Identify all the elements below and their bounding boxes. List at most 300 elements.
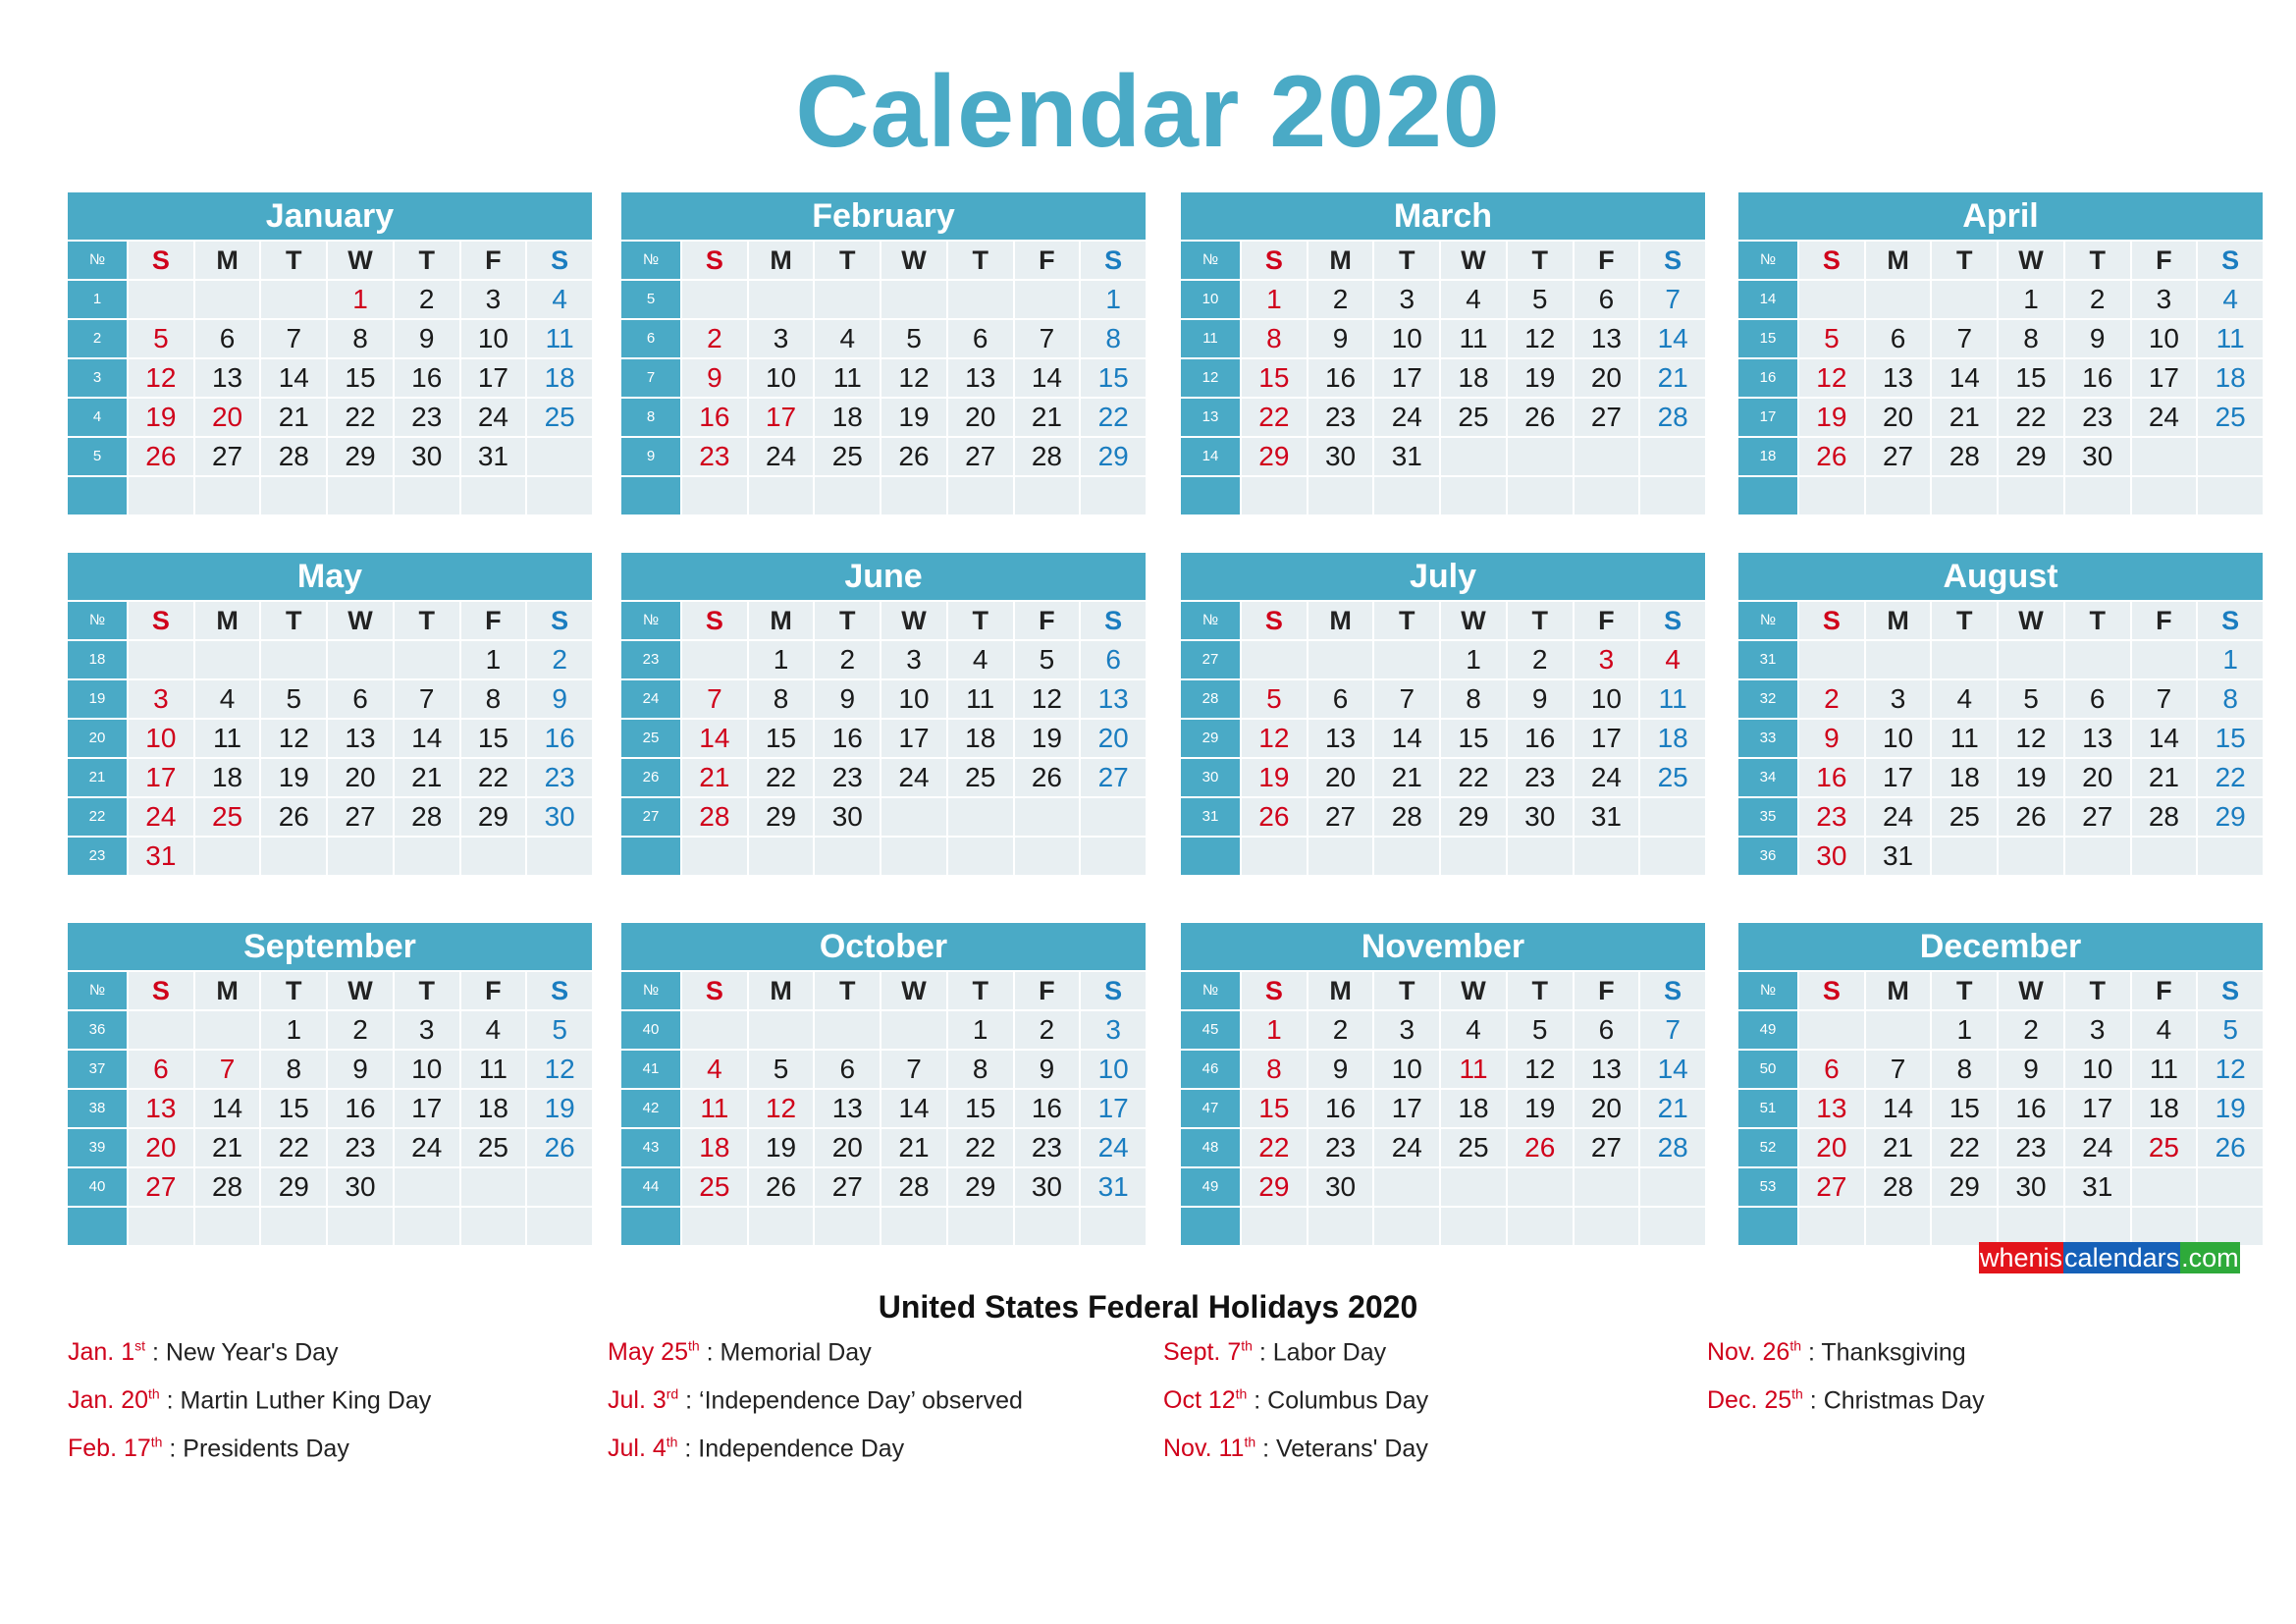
day-cell[interactable]: 14 [2132, 720, 2197, 757]
day-cell[interactable]: 11 [527, 320, 592, 357]
day-cell[interactable]: 28 [682, 798, 747, 836]
day-cell[interactable]: 29 [1441, 798, 1506, 836]
day-cell[interactable]: 20 [948, 399, 1013, 436]
day-cell[interactable]: 15 [749, 720, 814, 757]
day-cell[interactable]: 14 [881, 1090, 946, 1127]
day-cell[interactable]: 13 [2065, 720, 2130, 757]
day-cell[interactable]: 10 [1374, 320, 1439, 357]
day-cell[interactable]: 14 [1015, 359, 1080, 397]
day-cell[interactable]: 27 [948, 438, 1013, 475]
day-cell[interactable]: 28 [1932, 438, 1997, 475]
day-cell[interactable]: 19 [129, 399, 193, 436]
day-cell[interactable]: 2 [395, 281, 459, 318]
day-cell[interactable]: 26 [129, 438, 193, 475]
day-cell[interactable]: 17 [1866, 759, 1931, 796]
day-cell[interactable]: 22 [1999, 399, 2063, 436]
day-cell[interactable]: 18 [195, 759, 260, 796]
day-cell[interactable]: 11 [1441, 320, 1506, 357]
day-cell[interactable]: 7 [1015, 320, 1080, 357]
day-cell[interactable]: 19 [2198, 1090, 2263, 1127]
day-cell[interactable]: 14 [195, 1090, 260, 1127]
day-cell[interactable]: 12 [1015, 680, 1080, 718]
day-cell[interactable]: 5 [527, 1011, 592, 1049]
day-cell[interactable]: 5 [1242, 680, 1307, 718]
day-cell[interactable]: 6 [1575, 281, 1639, 318]
day-cell[interactable]: 1 [1932, 1011, 1997, 1049]
day-cell[interactable]: 7 [1640, 281, 1705, 318]
day-cell[interactable]: 22 [1441, 759, 1506, 796]
day-cell[interactable]: 12 [129, 359, 193, 397]
day-cell[interactable]: 25 [815, 438, 880, 475]
day-cell[interactable]: 8 [1441, 680, 1506, 718]
day-cell[interactable]: 31 [1866, 838, 1931, 875]
day-cell[interactable]: 27 [328, 798, 393, 836]
day-cell[interactable]: 30 [1999, 1168, 2063, 1206]
day-cell[interactable]: 16 [1999, 1090, 2063, 1127]
day-cell[interactable]: 27 [1575, 399, 1639, 436]
day-cell[interactable]: 15 [1081, 359, 1146, 397]
day-cell[interactable]: 8 [461, 680, 526, 718]
day-cell[interactable]: 8 [261, 1051, 326, 1088]
day-cell[interactable]: 19 [1999, 759, 2063, 796]
day-cell[interactable]: 31 [461, 438, 526, 475]
day-cell[interactable]: 24 [1866, 798, 1931, 836]
day-cell[interactable]: 17 [1081, 1090, 1146, 1127]
day-cell[interactable]: 7 [2132, 680, 2197, 718]
day-cell[interactable]: 12 [2198, 1051, 2263, 1088]
day-cell[interactable]: 10 [2132, 320, 2197, 357]
day-cell[interactable]: 5 [1015, 641, 1080, 678]
day-cell[interactable]: 19 [881, 399, 946, 436]
day-cell[interactable]: 21 [395, 759, 459, 796]
day-cell[interactable]: 26 [1508, 1129, 1573, 1166]
day-cell[interactable]: 14 [1866, 1090, 1931, 1127]
day-cell[interactable]: 8 [1242, 1051, 1307, 1088]
day-cell[interactable]: 10 [2065, 1051, 2130, 1088]
day-cell[interactable]: 26 [1242, 798, 1307, 836]
day-cell[interactable]: 1 [1242, 281, 1307, 318]
day-cell[interactable]: 8 [2198, 680, 2263, 718]
day-cell[interactable]: 25 [2198, 399, 2263, 436]
day-cell[interactable]: 11 [1441, 1051, 1506, 1088]
day-cell[interactable]: 23 [1799, 798, 1864, 836]
day-cell[interactable]: 3 [881, 641, 946, 678]
day-cell[interactable]: 24 [395, 1129, 459, 1166]
day-cell[interactable]: 5 [1508, 1011, 1573, 1049]
day-cell[interactable]: 10 [749, 359, 814, 397]
day-cell[interactable]: 9 [1999, 1051, 2063, 1088]
brand-logo[interactable] [1979, 1242, 2240, 1273]
day-cell[interactable]: 7 [682, 680, 747, 718]
day-cell[interactable]: 22 [461, 759, 526, 796]
day-cell[interactable]: 9 [2065, 320, 2130, 357]
day-cell[interactable]: 3 [749, 320, 814, 357]
day-cell[interactable]: 4 [1441, 1011, 1506, 1049]
day-cell[interactable]: 15 [1932, 1090, 1997, 1127]
day-cell[interactable]: 28 [261, 438, 326, 475]
day-cell[interactable]: 23 [1508, 759, 1573, 796]
day-cell[interactable]: 2 [1799, 680, 1864, 718]
day-cell[interactable]: 16 [1799, 759, 1864, 796]
day-cell[interactable]: 27 [1308, 798, 1373, 836]
day-cell[interactable]: 10 [881, 680, 946, 718]
day-cell[interactable]: 3 [1081, 1011, 1146, 1049]
day-cell[interactable]: 15 [1242, 1090, 1307, 1127]
day-cell[interactable]: 17 [1575, 720, 1639, 757]
day-cell[interactable]: 2 [1508, 641, 1573, 678]
day-cell[interactable]: 27 [1799, 1168, 1864, 1206]
day-cell[interactable]: 9 [1799, 720, 1864, 757]
day-cell[interactable]: 26 [749, 1168, 814, 1206]
day-cell[interactable]: 21 [1640, 359, 1705, 397]
day-cell[interactable]: 8 [1081, 320, 1146, 357]
day-cell[interactable]: 14 [682, 720, 747, 757]
day-cell[interactable]: 1 [261, 1011, 326, 1049]
day-cell[interactable]: 17 [2065, 1090, 2130, 1127]
day-cell[interactable]: 20 [1866, 399, 1931, 436]
day-cell[interactable]: 6 [1799, 1051, 1864, 1088]
day-cell[interactable]: 12 [1799, 359, 1864, 397]
day-cell[interactable]: 6 [1866, 320, 1931, 357]
day-cell[interactable]: 1 [948, 1011, 1013, 1049]
day-cell[interactable]: 30 [1015, 1168, 1080, 1206]
day-cell[interactable]: 19 [1799, 399, 1864, 436]
day-cell[interactable]: 25 [527, 399, 592, 436]
day-cell[interactable]: 22 [261, 1129, 326, 1166]
day-cell[interactable]: 13 [1308, 720, 1373, 757]
day-cell[interactable]: 6 [1575, 1011, 1639, 1049]
day-cell[interactable]: 12 [527, 1051, 592, 1088]
day-cell[interactable]: 11 [461, 1051, 526, 1088]
day-cell[interactable]: 17 [1374, 1090, 1439, 1127]
day-cell[interactable]: 11 [195, 720, 260, 757]
day-cell[interactable]: 30 [1799, 838, 1864, 875]
day-cell[interactable]: 13 [1866, 359, 1931, 397]
day-cell[interactable]: 25 [1640, 759, 1705, 796]
day-cell[interactable]: 15 [2198, 720, 2263, 757]
day-cell[interactable]: 21 [1374, 759, 1439, 796]
day-cell[interactable]: 6 [815, 1051, 880, 1088]
day-cell[interactable]: 16 [682, 399, 747, 436]
day-cell[interactable]: 20 [1799, 1129, 1864, 1166]
day-cell[interactable]: 19 [1242, 759, 1307, 796]
day-cell[interactable]: 9 [1508, 680, 1573, 718]
day-cell[interactable]: 10 [461, 320, 526, 357]
day-cell[interactable]: 5 [261, 680, 326, 718]
day-cell[interactable]: 23 [395, 399, 459, 436]
day-cell[interactable]: 18 [948, 720, 1013, 757]
day-cell[interactable]: 3 [2132, 281, 2197, 318]
day-cell[interactable]: 9 [815, 680, 880, 718]
day-cell[interactable]: 11 [948, 680, 1013, 718]
day-cell[interactable]: 17 [1374, 359, 1439, 397]
day-cell[interactable]: 18 [682, 1129, 747, 1166]
day-cell[interactable]: 2 [2065, 281, 2130, 318]
day-cell[interactable]: 14 [1932, 359, 1997, 397]
day-cell[interactable]: 20 [2065, 759, 2130, 796]
day-cell[interactable]: 10 [1374, 1051, 1439, 1088]
day-cell[interactable]: 27 [2065, 798, 2130, 836]
day-cell[interactable]: 17 [881, 720, 946, 757]
day-cell[interactable]: 11 [682, 1090, 747, 1127]
day-cell[interactable]: 3 [1374, 281, 1439, 318]
day-cell[interactable]: 4 [1932, 680, 1997, 718]
day-cell[interactable]: 30 [1508, 798, 1573, 836]
day-cell[interactable]: 1 [2198, 641, 2263, 678]
day-cell[interactable]: 10 [1081, 1051, 1146, 1088]
day-cell[interactable]: 9 [1015, 1051, 1080, 1088]
day-cell[interactable]: 4 [682, 1051, 747, 1088]
day-cell[interactable]: 23 [1308, 1129, 1373, 1166]
day-cell[interactable]: 13 [815, 1090, 880, 1127]
day-cell[interactable]: 17 [395, 1090, 459, 1127]
day-cell[interactable]: 1 [1999, 281, 2063, 318]
day-cell[interactable]: 1 [1081, 281, 1146, 318]
day-cell[interactable]: 13 [129, 1090, 193, 1127]
day-cell[interactable]: 24 [881, 759, 946, 796]
day-cell[interactable]: 17 [129, 759, 193, 796]
day-cell[interactable]: 1 [1242, 1011, 1307, 1049]
day-cell[interactable]: 26 [1999, 798, 2063, 836]
day-cell[interactable]: 23 [1308, 399, 1373, 436]
day-cell[interactable]: 17 [461, 359, 526, 397]
day-cell[interactable]: 9 [1308, 1051, 1373, 1088]
day-cell[interactable]: 28 [195, 1168, 260, 1206]
day-cell[interactable]: 20 [1575, 1090, 1639, 1127]
day-cell[interactable]: 8 [948, 1051, 1013, 1088]
day-cell[interactable]: 14 [1374, 720, 1439, 757]
day-cell[interactable]: 31 [2065, 1168, 2130, 1206]
day-cell[interactable]: 30 [1308, 1168, 1373, 1206]
day-cell[interactable]: 16 [527, 720, 592, 757]
day-cell[interactable]: 12 [1999, 720, 2063, 757]
day-cell[interactable]: 17 [2132, 359, 2197, 397]
day-cell[interactable]: 28 [881, 1168, 946, 1206]
day-cell[interactable]: 4 [2198, 281, 2263, 318]
day-cell[interactable]: 15 [1441, 720, 1506, 757]
day-cell[interactable]: 26 [527, 1129, 592, 1166]
day-cell[interactable]: 29 [948, 1168, 1013, 1206]
day-cell[interactable]: 22 [328, 399, 393, 436]
day-cell[interactable]: 31 [1374, 438, 1439, 475]
day-cell[interactable]: 27 [815, 1168, 880, 1206]
day-cell[interactable]: 28 [395, 798, 459, 836]
day-cell[interactable]: 4 [527, 281, 592, 318]
day-cell[interactable]: 25 [1441, 399, 1506, 436]
day-cell[interactable]: 5 [2198, 1011, 2263, 1049]
day-cell[interactable]: 6 [129, 1051, 193, 1088]
day-cell[interactable]: 20 [1575, 359, 1639, 397]
day-cell[interactable]: 3 [129, 680, 193, 718]
day-cell[interactable]: 5 [129, 320, 193, 357]
day-cell[interactable]: 28 [2132, 798, 2197, 836]
day-cell[interactable]: 21 [261, 399, 326, 436]
day-cell[interactable]: 25 [2132, 1129, 2197, 1166]
day-cell[interactable]: 30 [1308, 438, 1373, 475]
day-cell[interactable]: 7 [1374, 680, 1439, 718]
day-cell[interactable]: 18 [461, 1090, 526, 1127]
day-cell[interactable]: 9 [682, 359, 747, 397]
day-cell[interactable]: 26 [1799, 438, 1864, 475]
day-cell[interactable]: 25 [461, 1129, 526, 1166]
day-cell[interactable]: 20 [1081, 720, 1146, 757]
day-cell[interactable]: 1 [461, 641, 526, 678]
day-cell[interactable]: 3 [1374, 1011, 1439, 1049]
day-cell[interactable]: 5 [749, 1051, 814, 1088]
day-cell[interactable]: 16 [1308, 1090, 1373, 1127]
day-cell[interactable]: 21 [1640, 1090, 1705, 1127]
day-cell[interactable]: 25 [1932, 798, 1997, 836]
day-cell[interactable]: 24 [1374, 399, 1439, 436]
day-cell[interactable]: 20 [328, 759, 393, 796]
day-cell[interactable]: 14 [395, 720, 459, 757]
day-cell[interactable]: 16 [1308, 359, 1373, 397]
day-cell[interactable]: 23 [815, 759, 880, 796]
day-cell[interactable]: 9 [1308, 320, 1373, 357]
day-cell[interactable]: 27 [1081, 759, 1146, 796]
day-cell[interactable]: 8 [1242, 320, 1307, 357]
day-cell[interactable]: 22 [2198, 759, 2263, 796]
day-cell[interactable]: 24 [2132, 399, 2197, 436]
day-cell[interactable]: 2 [1308, 281, 1373, 318]
day-cell[interactable]: 6 [2065, 680, 2130, 718]
day-cell[interactable]: 2 [527, 641, 592, 678]
day-cell[interactable]: 29 [1242, 438, 1307, 475]
day-cell[interactable]: 19 [1015, 720, 1080, 757]
day-cell[interactable]: 4 [195, 680, 260, 718]
day-cell[interactable]: 1 [328, 281, 393, 318]
day-cell[interactable]: 21 [1866, 1129, 1931, 1166]
day-cell[interactable]: 1 [1441, 641, 1506, 678]
day-cell[interactable]: 19 [1508, 1090, 1573, 1127]
day-cell[interactable]: 22 [1242, 1129, 1307, 1166]
day-cell[interactable]: 2 [815, 641, 880, 678]
day-cell[interactable]: 8 [749, 680, 814, 718]
day-cell[interactable]: 12 [1508, 320, 1573, 357]
day-cell[interactable]: 2 [1999, 1011, 2063, 1049]
day-cell[interactable]: 12 [1508, 1051, 1573, 1088]
day-cell[interactable]: 18 [815, 399, 880, 436]
day-cell[interactable]: 25 [948, 759, 1013, 796]
day-cell[interactable]: 29 [261, 1168, 326, 1206]
day-cell[interactable]: 14 [261, 359, 326, 397]
day-cell[interactable]: 22 [1242, 399, 1307, 436]
day-cell[interactable]: 10 [129, 720, 193, 757]
day-cell[interactable]: 24 [749, 438, 814, 475]
day-cell[interactable]: 29 [749, 798, 814, 836]
day-cell[interactable]: 27 [1575, 1129, 1639, 1166]
day-cell[interactable]: 15 [461, 720, 526, 757]
day-cell[interactable]: 26 [881, 438, 946, 475]
day-cell[interactable]: 19 [1508, 359, 1573, 397]
day-cell[interactable]: 11 [2198, 320, 2263, 357]
day-cell[interactable]: 6 [195, 320, 260, 357]
day-cell[interactable]: 1 [749, 641, 814, 678]
day-cell[interactable]: 30 [815, 798, 880, 836]
day-cell[interactable]: 18 [527, 359, 592, 397]
day-cell[interactable]: 27 [1866, 438, 1931, 475]
day-cell[interactable]: 14 [1640, 320, 1705, 357]
day-cell[interactable]: 13 [1575, 1051, 1639, 1088]
day-cell[interactable]: 4 [815, 320, 880, 357]
day-cell[interactable]: 6 [328, 680, 393, 718]
day-cell[interactable]: 21 [881, 1129, 946, 1166]
day-cell[interactable]: 26 [1508, 399, 1573, 436]
day-cell[interactable]: 29 [461, 798, 526, 836]
day-cell[interactable]: 15 [948, 1090, 1013, 1127]
day-cell[interactable]: 21 [1015, 399, 1080, 436]
day-cell[interactable]: 28 [1640, 399, 1705, 436]
day-cell[interactable]: 11 [1932, 720, 1997, 757]
day-cell[interactable]: 7 [395, 680, 459, 718]
day-cell[interactable]: 9 [395, 320, 459, 357]
day-cell[interactable]: 30 [328, 1168, 393, 1206]
day-cell[interactable]: 9 [328, 1051, 393, 1088]
day-cell[interactable]: 15 [328, 359, 393, 397]
day-cell[interactable]: 21 [682, 759, 747, 796]
day-cell[interactable]: 25 [1441, 1129, 1506, 1166]
day-cell[interactable]: 12 [261, 720, 326, 757]
day-cell[interactable]: 13 [948, 359, 1013, 397]
day-cell[interactable]: 16 [2065, 359, 2130, 397]
day-cell[interactable]: 4 [2132, 1011, 2197, 1049]
day-cell[interactable]: 30 [527, 798, 592, 836]
day-cell[interactable]: 29 [1081, 438, 1146, 475]
day-cell[interactable]: 15 [1999, 359, 2063, 397]
day-cell[interactable]: 15 [261, 1090, 326, 1127]
day-cell[interactable]: 13 [328, 720, 393, 757]
day-cell[interactable]: 20 [129, 1129, 193, 1166]
day-cell[interactable]: 28 [1866, 1168, 1931, 1206]
day-cell[interactable]: 28 [1015, 438, 1080, 475]
day-cell[interactable]: 10 [1866, 720, 1931, 757]
day-cell[interactable]: 21 [2132, 759, 2197, 796]
day-cell[interactable]: 28 [1640, 1129, 1705, 1166]
day-cell[interactable]: 25 [195, 798, 260, 836]
day-cell[interactable]: 7 [1866, 1051, 1931, 1088]
day-cell[interactable]: 24 [461, 399, 526, 436]
day-cell[interactable]: 30 [395, 438, 459, 475]
day-cell[interactable]: 3 [461, 281, 526, 318]
day-cell[interactable]: 26 [261, 798, 326, 836]
day-cell[interactable]: 24 [2065, 1129, 2130, 1166]
day-cell[interactable]: 30 [2065, 438, 2130, 475]
day-cell[interactable]: 10 [1575, 680, 1639, 718]
day-cell[interactable]: 4 [461, 1011, 526, 1049]
day-cell[interactable]: 7 [1932, 320, 1997, 357]
day-cell[interactable]: 27 [195, 438, 260, 475]
day-cell[interactable]: 5 [1999, 680, 2063, 718]
day-cell[interactable]: 23 [1999, 1129, 2063, 1166]
day-cell[interactable]: 16 [815, 720, 880, 757]
day-cell[interactable]: 29 [1242, 1168, 1307, 1206]
day-cell[interactable]: 22 [1081, 399, 1146, 436]
day-cell[interactable]: 13 [1081, 680, 1146, 718]
day-cell[interactable]: 22 [948, 1129, 1013, 1166]
day-cell[interactable]: 10 [395, 1051, 459, 1088]
day-cell[interactable]: 18 [1441, 1090, 1506, 1127]
day-cell[interactable]: 24 [1081, 1129, 1146, 1166]
day-cell[interactable]: 9 [527, 680, 592, 718]
day-cell[interactable]: 2 [682, 320, 747, 357]
day-cell[interactable]: 29 [328, 438, 393, 475]
day-cell[interactable]: 11 [1640, 680, 1705, 718]
day-cell[interactable]: 12 [749, 1090, 814, 1127]
day-cell[interactable]: 23 [1015, 1129, 1080, 1166]
day-cell[interactable]: 18 [2198, 359, 2263, 397]
day-cell[interactable]: 4 [1640, 641, 1705, 678]
day-cell[interactable]: 3 [395, 1011, 459, 1049]
